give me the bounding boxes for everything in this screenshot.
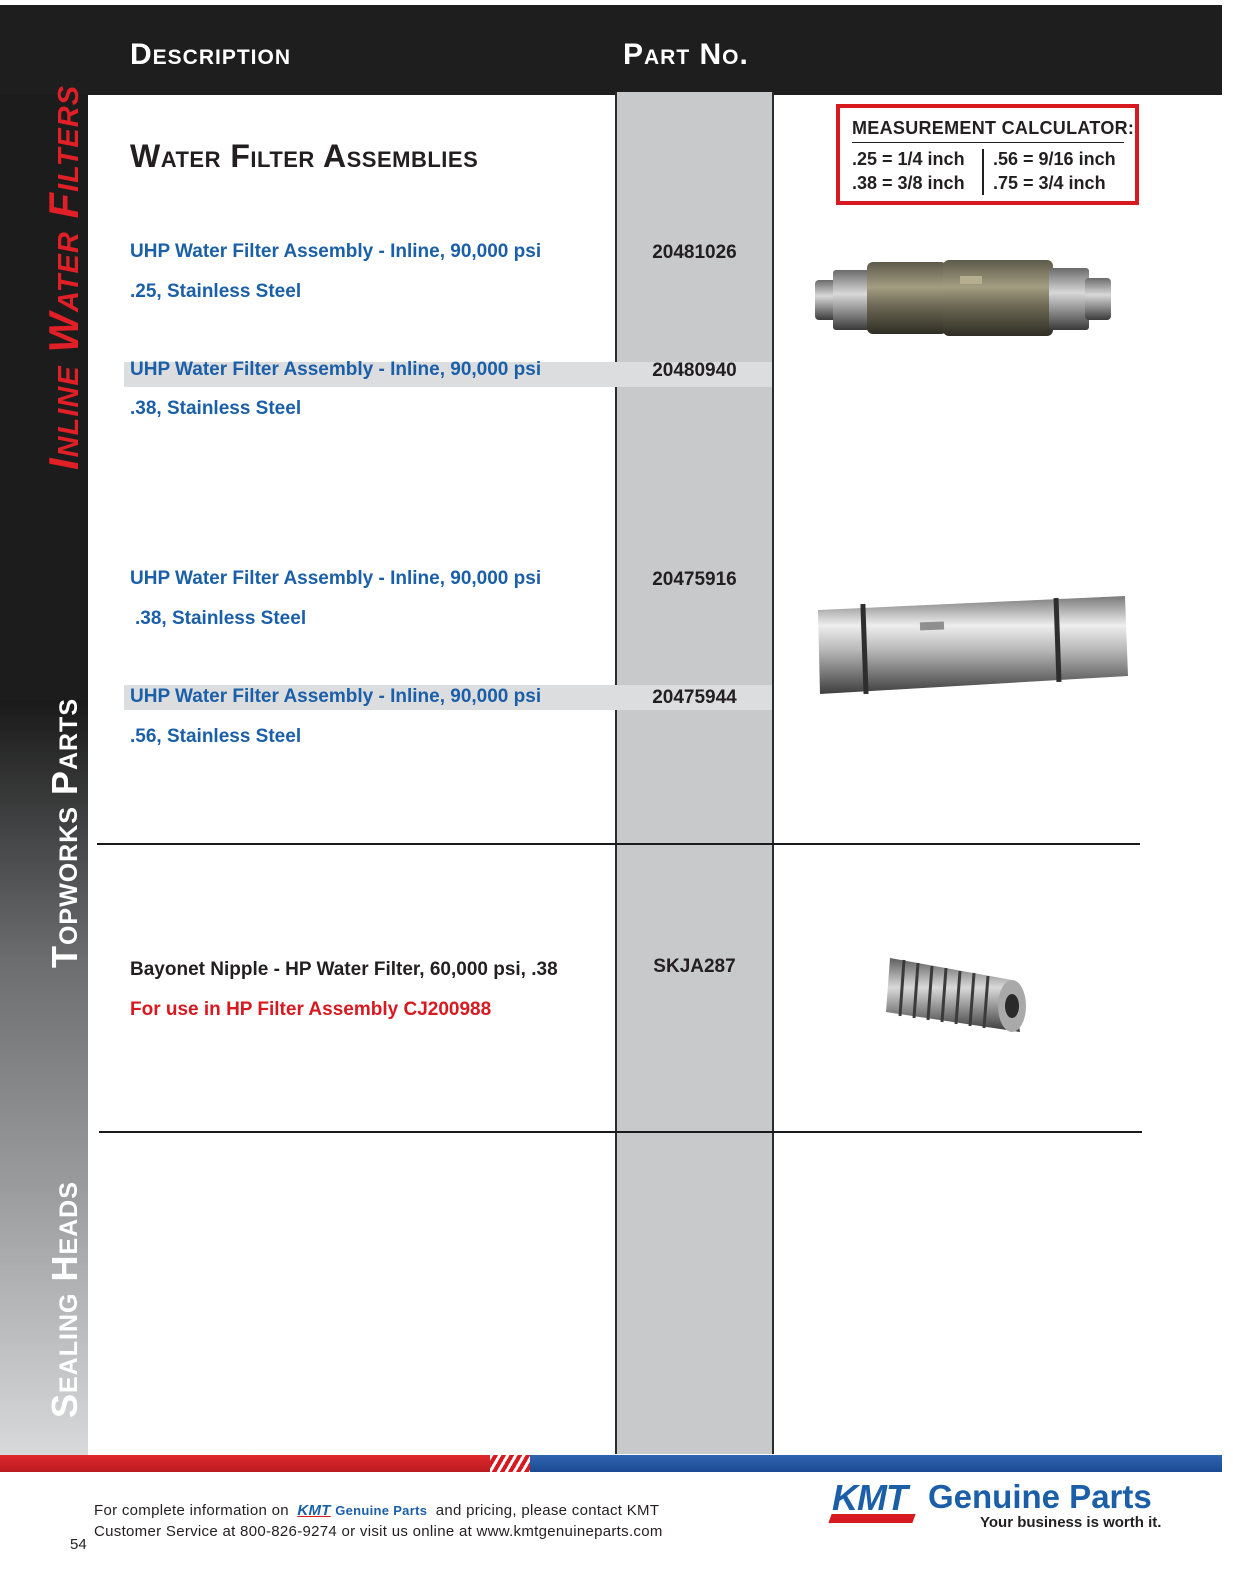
item-2-part-number: 20480940 bbox=[652, 360, 737, 381]
item-2-description: UHP Water Filter Assembly - Inline, 90,000 psi bbox=[130, 359, 542, 380]
footer-inline-logo-kmt: KMT bbox=[297, 1502, 331, 1519]
item-3-spec: .38, Stainless Steel bbox=[135, 608, 307, 629]
item-2-spec: .38, Stainless Steel bbox=[130, 398, 302, 419]
item-3-description: UHP Water Filter Assembly - Inline, 90,000 psi bbox=[130, 568, 542, 589]
item-1-spec: .25, Stainless Steel bbox=[130, 281, 302, 302]
item-4-description: UHP Water Filter Assembly - Inline, 90,000 psi bbox=[130, 686, 542, 707]
side-tab-label-inline-water-filters[interactable]: Inline Water Filters bbox=[40, 84, 87, 470]
item-5-part-number: SKJA287 bbox=[653, 956, 736, 977]
calculator-title-underline bbox=[852, 142, 1124, 143]
side-tab-label-sealing-heads[interactable]: Sealing Heads bbox=[44, 1181, 85, 1418]
section-title: Water Filter Assemblies bbox=[130, 138, 479, 174]
calculator-title: MEASUREMENT CALCULATOR: bbox=[852, 118, 1135, 138]
stainless-cylinder-filter-image bbox=[810, 590, 1135, 705]
item-4-spec: .56, Stainless Steel bbox=[130, 726, 302, 747]
item-3-part-number: 20475916 bbox=[652, 569, 737, 590]
footer-text-pre: For complete information on bbox=[94, 1502, 289, 1519]
brand-tagline: Your business is worth it. bbox=[980, 1514, 1162, 1531]
footer-inline-logo bbox=[297, 1502, 427, 1519]
part-number-column-header: Part No. bbox=[623, 38, 749, 71]
brand-logo-kmt: KMT bbox=[832, 1477, 907, 1518]
footer-stripe-red bbox=[0, 1455, 520, 1472]
calculator-entry: .38 = 3/8 inch bbox=[852, 173, 965, 193]
item-1-part-number: 20481026 bbox=[652, 242, 737, 263]
calculator-entry: .25 = 1/4 inch bbox=[852, 149, 965, 169]
row-divider bbox=[99, 1131, 1142, 1133]
inline-filter-hex-fitting-image bbox=[815, 250, 1120, 355]
footer-stripe-blue bbox=[520, 1455, 1222, 1472]
footer-inline-logo-gp: Genuine Parts bbox=[335, 1503, 428, 1518]
calculator-entry: .56 = 9/16 inch bbox=[993, 149, 1116, 169]
item-5-note: For use in HP Filter Assembly CJ200988 bbox=[130, 999, 492, 1020]
row-divider bbox=[97, 843, 1140, 845]
page-number: 54 bbox=[70, 1536, 87, 1553]
footer-contact-line-1 bbox=[94, 1502, 659, 1519]
item-4-part-number: 20475944 bbox=[652, 687, 737, 708]
item-1-description: UHP Water Filter Assembly - Inline, 90,000 psi bbox=[130, 241, 542, 262]
item-5-description: Bayonet Nipple - HP Water Filter, 60,000 psi, .38 bbox=[130, 959, 558, 980]
part-number-column bbox=[615, 92, 774, 1454]
description-column-header: Description bbox=[130, 38, 292, 71]
footer-text-post: and pricing, please contact KMT bbox=[435, 1502, 660, 1519]
measurement-calculator bbox=[836, 104, 1139, 205]
footer-stripe-hatch bbox=[490, 1455, 530, 1472]
side-tab-label-topworks-parts[interactable]: Topworks Parts bbox=[44, 697, 85, 968]
calculator-entry: .75 = 3/4 inch bbox=[993, 173, 1106, 193]
brand-logo-genuine-parts: Genuine Parts bbox=[928, 1478, 1152, 1515]
footer-contact-line-2: Customer Service at 800-826-9274 or visit us online at www.kmtgenuineparts.com bbox=[94, 1523, 663, 1540]
calculator-divider bbox=[982, 149, 984, 195]
bayonet-nipple-image bbox=[882, 940, 1037, 1050]
